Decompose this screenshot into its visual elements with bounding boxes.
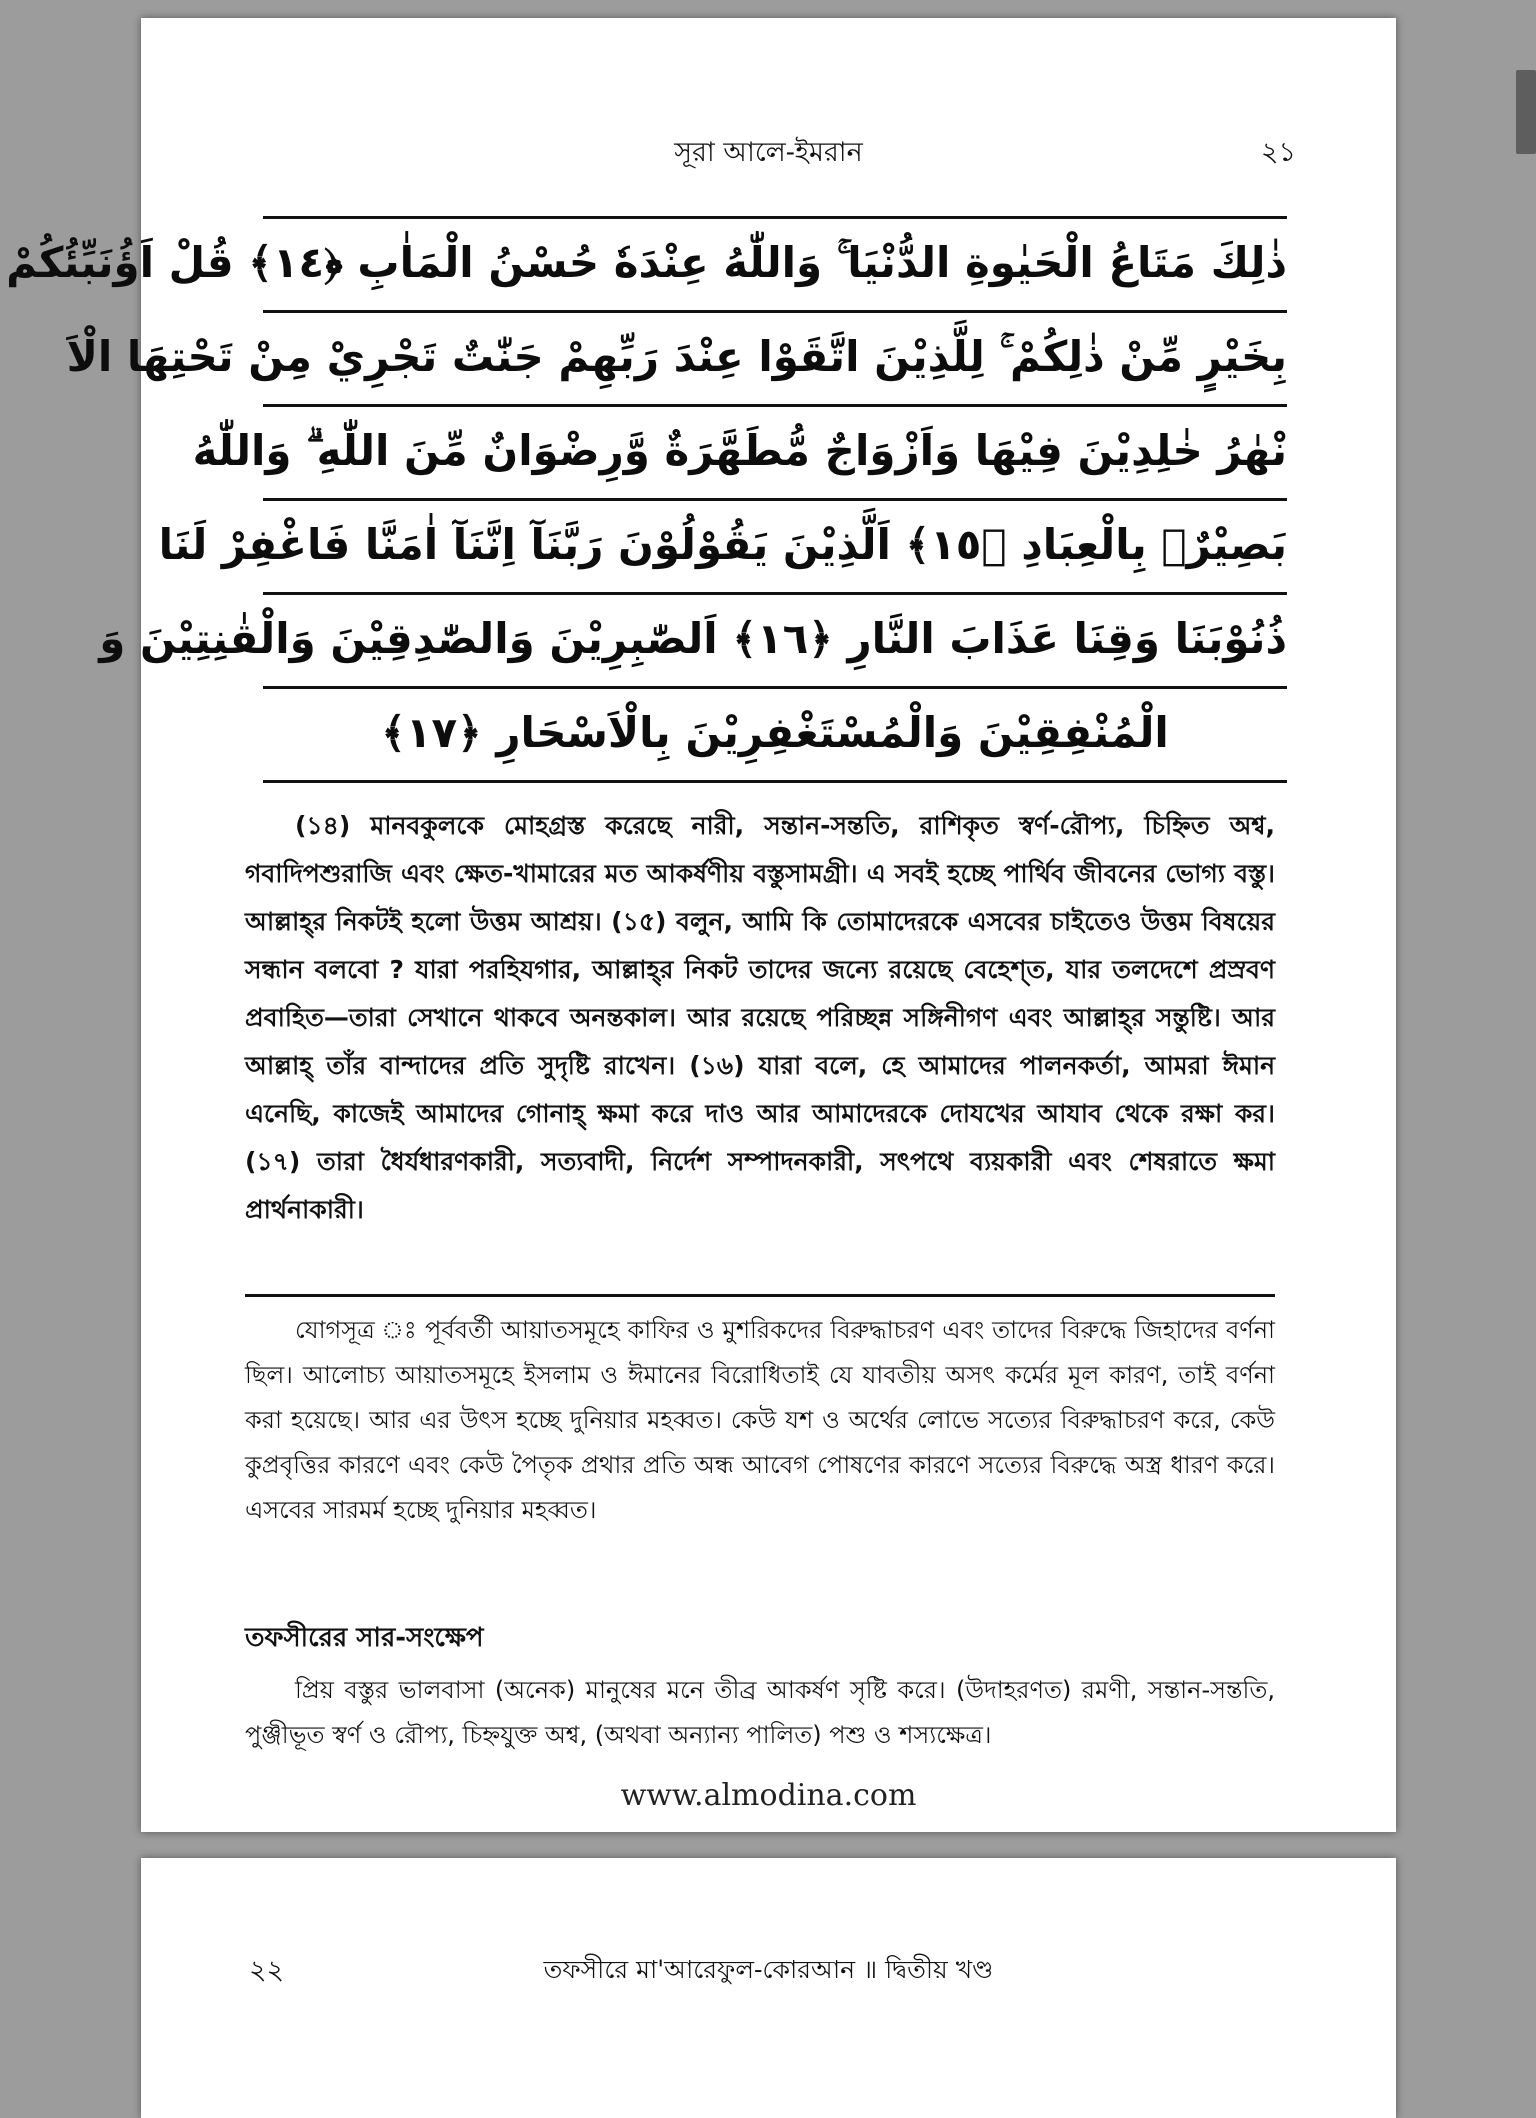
arabic-verse-line: الْمُنْفِقِيْنَ وَالْمُسْتَغْفِرِيْنَ بِالْاَسْحَارِ ﴿١٧﴾: [263, 686, 1287, 780]
page-number: ২২: [249, 1955, 285, 1986]
arabic-verse-line: ذٰلِكَ مَتَاعُ الْحَيٰوةِ الدُّنْيَا ۚ وَاللّٰهُ عِنْدَهٗ حُسْنُ الْمَاٰبِ ﴿١٤﴾ قُلْ اَؤُنَبِّئُكُمْ: [263, 216, 1287, 310]
arabic-verses: [6, 216, 1287, 783]
page-21: [6, 18, 1396, 1832]
arabic-verse-line: بِخَيْرٍ مِّنْ ذٰلِكُمْ ۚ لِلَّذِيْنَ اتَّقَوْا عِنْدَ رَبِّهِمْ جَنّٰتٌ تَجْرِيْ مِنْ تَحْتِهَا الْاَ: [263, 310, 1287, 404]
arabic-verse-line: نْهٰرُ خٰلِدِيْنَ فِيْهَا وَاَزْوَاجٌ مُّطَهَّرَةٌ وَّرِضْوَانٌ مِّنَ اللّٰهِ ۗ وَاللّٰهُ: [263, 404, 1287, 498]
summary-paragraph: প্রিয় বস্তুর ভালবাসা (অনেক) মানুষের মনে তীব্র আকর্ষণ সৃষ্টি করে। (উদাহরণত) রমণী, সন্তান-সন্ততি, পুঞ্জীভূত স্বর্ণ ও রৌপ্য, চিহ্নযুক্ত অশ্ব, (অথবা অন্যান্য পালিত) পশু ও শস্যক্ষেত্র।: [245, 1676, 1275, 1749]
page-22: [141, 1858, 1396, 2118]
divider: [245, 1294, 1275, 1297]
page-header-title: সূরা আলে-ইমরান: [674, 137, 863, 168]
arabic-verse-line: ذُنُوْبَنَا وَقِنَا عَذَابَ النَّارِ ﴿١٦﴾ اَلصّٰبِرِيْنَ وَالصّٰدِقِيْنَ وَالْقٰنِتِيْنَ وَ: [263, 592, 1287, 686]
page-number: ২১: [1260, 137, 1296, 168]
section-heading: তফসীরের সার-সংক্ষেপ: [245, 1623, 484, 1653]
scrollbar-thumb[interactable]: [1516, 70, 1536, 154]
footer-url: www.almodina.com: [620, 1778, 917, 1813]
verse-translation: (১৪) মানবকুলকে মোহগ্রস্ত করেছে নারী, সন্তান-সন্ততি, রাশিকৃত স্বর্ণ-রৌপ্য, চিহ্নিত অশ্ব, গবাদিপশুরাজি এবং ক্ষেত-খামারের মত আকর্ষণীয় বস্তুসামগ্রী। এ সবই হচ্ছে পার্থিব জীবনের ভোগ্য বস্তু। আল্লাহ্‌র নিকটই হলো উত্তম আশ্রয়। (১৫) বলুন, আমি কি তোমাদেরকে এসবের চাইতেও উত্তম বিষয়ের সন্ধান বলবো ? যারা পরহিযগার, আল্লাহ্‌র নিকট তাদের জন্যে রয়েছে বেহেশ্‌ত, যার তলদেশে প্রস্রবণ প্রবাহিত—তারা সেখানে থাকবে অনন্তকাল। আর রয়েছে পরিচ্ছন্ন সঙ্গিনীগণ এবং আল্লাহ্‌র সন্তুষ্টি। আর আল্লাহ্ তাঁর বান্দাদের প্রতি সুদৃষ্টি রাখেন। (১৬) যারা বলে, হে আমাদের পালনকর্তা, আমরা ঈমান এনেছি, কাজেই আমাদের গোনাহ্ ক্ষমা করে দাও আর আমাদেরকে দোযখের আযাব থেকে রক্ষা কর। (১৭) তারা ধৈর্যধারণকারী, সত্যবাদী, নির্দেশ সম্পাদনকারী, সৎপথে ব্যয়কারী এবং শেষরাতে ক্ষমা প্রার্থনাকারী।: [245, 811, 1275, 1224]
page-header-title: তফসীরে মা'আরেফুল-কোরআন ॥ দ্বিতীয় খণ্ড: [543, 1955, 994, 1984]
divider: [263, 780, 1287, 783]
arabic-verse-line: بَصِيْرٌۢ بِالْعِبَادِ ﴿١٥﴾ اَلَّذِيْنَ يَقُوْلُوْنَ رَبَّنَآ اِنَّنَآ اٰمَنَّا فَاغْفِرْ لَنَا: [263, 498, 1287, 592]
context-paragraph: যোগসূত্র ঃ পূর্ববর্তী আয়াতসমূহে কাফির ও মুশরিকদের বিরুদ্ধাচরণ এবং তাদের বিরুদ্ধে জিহাদের বর্ণনা ছিল। আলোচ্য আয়াতসমূহে ইসলাম ও ঈমানের বিরোধিতাই যে যাবতীয় অসৎ কর্মের মূল কারণ, তাই বর্ণনা করা হয়েছে। আর এর উৎস হচ্ছে দুনিয়ার মহব্বত। কেউ যশ ও অর্থের লোভে সত্যের বিরুদ্ধাচরণ করে, কেউ কুপ্রবৃত্তির কারণে এবং কেউ পৈতৃক প্রথার প্রতি অন্ধ আবেগ পোষণের কারণে সত্যের বিরুদ্ধে অস্ত্র ধারণ করে। এসবের সারমর্ম হচ্ছে দুনিয়ার মহব্বত।: [245, 1316, 1275, 1524]
